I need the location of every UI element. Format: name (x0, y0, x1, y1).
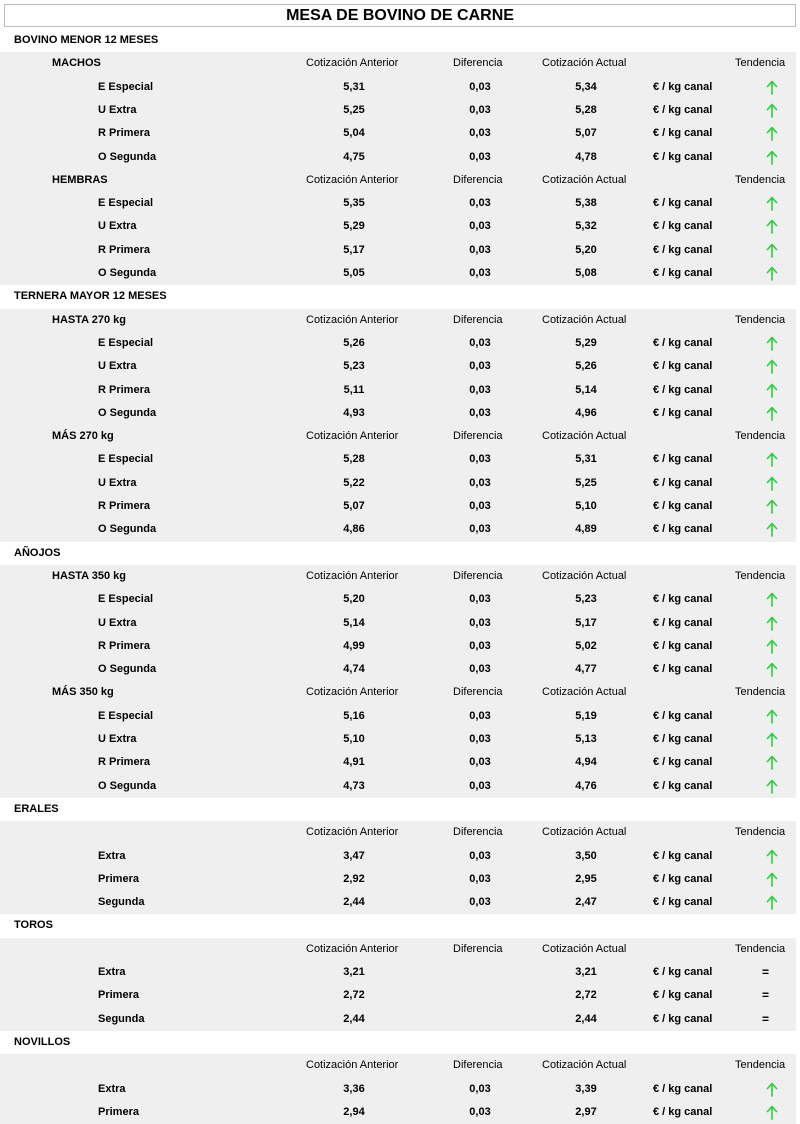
header-prev: Cotización Anterior (306, 313, 399, 326)
unit-label: € / kg canal (653, 220, 713, 233)
header-diff: Diferencia (453, 686, 503, 699)
grade-label: E Especial (98, 336, 154, 349)
table-row (0, 635, 800, 658)
column-header-row (0, 1054, 800, 1077)
unit-label: € / kg canal (653, 336, 713, 349)
prev-value: 5,10 (343, 733, 365, 745)
table-row (0, 146, 800, 169)
table-row (0, 658, 800, 681)
unit-label: € / kg canal (653, 756, 713, 769)
arrow-up-icon (762, 751, 782, 774)
curr-value: 2,44 (575, 1012, 597, 1025)
header-diff: Diferencia (453, 313, 503, 326)
unit-label: € / kg canal (653, 966, 713, 978)
diff-value: 0,03 (469, 383, 491, 396)
diff-value: 0,03 (469, 1105, 491, 1118)
diff-value: 0,03 (469, 360, 491, 373)
arrow-up-icon (762, 868, 782, 891)
prev-value: 4,73 (343, 779, 365, 792)
header-trend: Tendencia (735, 942, 786, 955)
grade-label: R Primera (98, 639, 150, 652)
table-row (0, 239, 800, 262)
curr-value: 5,13 (575, 733, 597, 745)
prev-value: 5,31 (343, 80, 365, 93)
curr-value: 5,23 (575, 593, 597, 606)
arrow-up-icon (762, 146, 782, 169)
prev-value: 5,29 (343, 220, 365, 233)
grade-label: U Extra (98, 220, 137, 233)
arrow-up-icon (762, 612, 782, 635)
header-diff: Diferencia (453, 57, 503, 70)
arrow-up-icon (762, 728, 782, 751)
grade-label: O Segunda (98, 663, 157, 676)
grade-label: U Extra (98, 360, 137, 373)
prev-value: 2,72 (343, 989, 365, 1002)
grade-label: R Primera (98, 756, 150, 769)
diff-value: 0,03 (469, 639, 491, 652)
column-header-row (0, 681, 800, 704)
grade-label: E Especial (98, 197, 154, 210)
prev-value: 3,21 (343, 966, 365, 978)
header-curr: Cotización Actual (542, 57, 627, 70)
grade-label: R Primera (98, 500, 150, 512)
unit-label: € / kg canal (653, 453, 713, 466)
unit-label: € / kg canal (653, 267, 713, 279)
unit-label: € / kg canal (653, 779, 713, 792)
table-row (0, 1078, 800, 1101)
section-heading: TOROS (14, 919, 53, 932)
header-curr: Cotización Actual (542, 942, 627, 955)
arrow-up-icon (762, 472, 782, 495)
table-row (0, 495, 800, 518)
diff-value: 0,03 (469, 756, 491, 769)
header-prev: Cotización Anterior (306, 686, 399, 699)
table-row (0, 751, 800, 774)
curr-value: 5,32 (575, 220, 597, 233)
arrow-up-icon (762, 192, 782, 215)
prev-value: 5,16 (343, 709, 365, 722)
unit-label: € / kg canal (653, 639, 713, 652)
diff-value: 0,03 (469, 336, 491, 349)
curr-value: 3,50 (575, 849, 597, 862)
grade-label: E Especial (98, 593, 154, 606)
grade-label: R Primera (98, 127, 150, 140)
curr-value: 5,38 (575, 197, 597, 210)
arrow-up-icon (762, 891, 782, 914)
diff-value: 0,03 (469, 103, 491, 116)
diff-value: 0,03 (469, 500, 491, 512)
header-diff: Diferencia (453, 942, 503, 955)
header-prev: Cotización Anterior (306, 173, 399, 186)
curr-value: 3,21 (575, 966, 597, 978)
section-heading: NOVILLOS (14, 1035, 71, 1048)
arrow-up-icon (762, 448, 782, 471)
table-row (0, 472, 800, 495)
section-heading: BOVINO MENOR 12 MESES (14, 34, 159, 46)
diff-value: 0,03 (469, 80, 491, 93)
diff-value: 0,03 (469, 709, 491, 722)
unit-label: € / kg canal (653, 360, 713, 373)
unit-label: € / kg canal (653, 1082, 713, 1095)
header-curr: Cotización Actual (542, 173, 627, 186)
curr-value: 4,76 (575, 779, 597, 792)
unit-label: € / kg canal (653, 709, 713, 722)
header-diff: Diferencia (453, 430, 503, 443)
table-row (0, 891, 800, 914)
table-row (0, 448, 800, 471)
table-row (0, 868, 800, 891)
header-curr: Cotización Actual (542, 826, 627, 839)
table-row (0, 518, 800, 541)
header-trend: Tendencia (735, 1059, 786, 1072)
diff-value: 0,03 (469, 220, 491, 233)
table-row (0, 192, 800, 215)
arrow-up-icon (762, 262, 782, 285)
header-curr: Cotización Actual (542, 430, 627, 443)
header-prev: Cotización Anterior (306, 1059, 399, 1072)
curr-value: 5,29 (575, 336, 597, 349)
grade-label: E Especial (98, 709, 154, 722)
arrow-up-icon (762, 215, 782, 238)
arrow-up-icon (762, 239, 782, 262)
table-row (0, 99, 800, 122)
header-diff: Diferencia (453, 826, 503, 839)
grade-label: O Segunda (98, 779, 157, 792)
prev-value: 5,23 (343, 360, 365, 373)
arrow-up-icon (762, 332, 782, 355)
unit-label: € / kg canal (653, 593, 713, 606)
table-row (0, 705, 800, 728)
arrow-up-icon (762, 495, 782, 518)
curr-value: 2,47 (575, 896, 597, 909)
arrow-up-icon (762, 845, 782, 868)
arrow-up-icon (762, 99, 782, 122)
arrow-up-icon (762, 122, 782, 145)
diff-value: 0,03 (469, 197, 491, 210)
grade-label: O Segunda (98, 150, 157, 163)
unit-label: € / kg canal (653, 896, 713, 909)
table-row (0, 961, 800, 984)
diff-value: 0,03 (469, 733, 491, 745)
grade-label: Extra (98, 849, 126, 862)
table-row (0, 775, 800, 798)
unit-label: € / kg canal (653, 523, 713, 536)
column-header-row (0, 938, 800, 961)
column-header-row (0, 565, 800, 588)
prev-value: 2,94 (343, 1105, 365, 1118)
curr-value: 2,95 (575, 872, 597, 885)
curr-value: 5,14 (575, 383, 597, 396)
unit-label: € / kg canal (653, 616, 713, 629)
unit-label: € / kg canal (653, 103, 713, 116)
prev-value: 5,28 (343, 453, 365, 466)
grade-label: R Primera (98, 243, 150, 256)
diff-value: 0,03 (469, 779, 491, 792)
diff-value: 0,03 (469, 406, 491, 419)
table-row (0, 122, 800, 145)
curr-value: 4,89 (575, 523, 597, 536)
header-trend: Tendencia (735, 173, 786, 186)
arrow-up-icon (762, 355, 782, 378)
table-row (0, 355, 800, 378)
grade-label: U Extra (98, 616, 137, 629)
column-header-row (0, 169, 800, 192)
curr-value: 5,31 (575, 453, 597, 466)
prev-value: 5,35 (343, 197, 365, 210)
unit-label: € / kg canal (653, 476, 713, 489)
diff-value: 0,03 (469, 896, 491, 909)
section-heading: ERALES (14, 802, 59, 815)
arrow-up-icon (762, 379, 782, 402)
table-row (0, 76, 800, 99)
header-trend: Tendencia (735, 430, 786, 443)
prev-value: 5,07 (343, 500, 365, 512)
prev-value: 2,44 (343, 896, 365, 909)
prev-value: 5,20 (343, 593, 365, 606)
header-curr: Cotización Actual (542, 569, 627, 582)
grade-label: Segunda (98, 896, 145, 909)
arrow-up-icon (762, 588, 782, 611)
section-heading: TERNERA MAYOR 12 MESES (14, 290, 167, 303)
prev-value: 4,99 (343, 639, 365, 652)
unit-label: € / kg canal (653, 383, 713, 396)
header-curr: Cotización Actual (542, 1059, 627, 1072)
header-trend: Tendencia (735, 57, 786, 70)
table-row (0, 402, 800, 425)
prev-value: 4,74 (343, 663, 365, 676)
prev-value: 5,22 (343, 476, 365, 489)
grade-label: Primera (98, 989, 139, 1002)
group-label: MÁS 270 kg (52, 430, 114, 443)
curr-value: 4,78 (575, 150, 597, 163)
group-label: HASTA 270 kg (52, 313, 126, 326)
table-row (0, 215, 800, 238)
curr-value: 4,94 (575, 756, 597, 769)
prev-value: 5,11 (343, 383, 365, 396)
table-row (0, 984, 800, 1007)
prev-value: 5,17 (343, 243, 365, 256)
arrow-up-icon (762, 1078, 782, 1101)
table-row (0, 588, 800, 611)
header-trend: Tendencia (735, 826, 786, 839)
diff-value: 0,03 (469, 872, 491, 885)
curr-value: 5,26 (575, 360, 597, 373)
header-prev: Cotización Anterior (306, 569, 399, 582)
diff-value: 0,03 (469, 150, 491, 163)
prev-value: 5,04 (343, 127, 365, 140)
grade-label: O Segunda (98, 523, 157, 536)
diff-value: 0,03 (469, 593, 491, 606)
unit-label: € / kg canal (653, 733, 713, 745)
grade-label: E Especial (98, 80, 154, 93)
diff-value: 0,03 (469, 267, 491, 279)
prev-value: 3,36 (343, 1082, 365, 1095)
column-header-row (0, 425, 800, 448)
group-label: HEMBRAS (52, 173, 108, 186)
arrow-up-icon (762, 658, 782, 681)
curr-value: 5,34 (575, 80, 597, 93)
unit-label: € / kg canal (653, 127, 713, 140)
table-row (0, 262, 800, 285)
prev-value: 2,44 (343, 1012, 365, 1025)
diff-value: 0,03 (469, 849, 491, 862)
header-trend: Tendencia (735, 686, 786, 699)
diff-value: 0,03 (469, 243, 491, 256)
unit-label: € / kg canal (653, 663, 713, 676)
curr-value: 5,25 (575, 476, 597, 489)
arrow-up-icon (762, 1101, 782, 1124)
header-trend: Tendencia (735, 569, 786, 582)
prev-value: 5,14 (343, 616, 365, 629)
unit-label: € / kg canal (653, 1105, 713, 1118)
equal-sign: = (762, 1011, 770, 1026)
header-diff: Diferencia (453, 1059, 503, 1072)
header-curr: Cotización Actual (542, 686, 627, 699)
arrow-up-icon (762, 518, 782, 541)
curr-value: 4,77 (575, 663, 597, 676)
table-row (0, 1008, 800, 1031)
header-prev: Cotización Anterior (306, 942, 399, 955)
unit-label: € / kg canal (653, 989, 713, 1002)
header-curr: Cotización Actual (542, 313, 627, 326)
diff-value: 0,03 (469, 1082, 491, 1095)
grade-label: U Extra (98, 733, 137, 745)
curr-value: 2,72 (575, 989, 597, 1002)
grade-label: U Extra (98, 103, 137, 116)
column-header-row (0, 821, 800, 844)
curr-value: 3,39 (575, 1082, 597, 1095)
unit-label: € / kg canal (653, 406, 713, 419)
prev-value: 5,26 (343, 336, 365, 349)
header-trend: Tendencia (735, 313, 786, 326)
grade-label: O Segunda (98, 267, 157, 279)
unit-label: € / kg canal (653, 872, 713, 885)
prev-value: 4,86 (343, 523, 365, 536)
curr-value: 2,97 (575, 1105, 597, 1118)
diff-value: 0,03 (469, 476, 491, 489)
group-label: MACHOS (52, 57, 101, 70)
grade-label: O Segunda (98, 406, 157, 419)
curr-value: 5,28 (575, 103, 597, 116)
grade-label: R Primera (98, 383, 150, 396)
curr-value: 5,08 (575, 267, 597, 279)
grade-label: Primera (98, 1105, 139, 1118)
group-label: MÁS 350 kg (52, 686, 114, 699)
header-prev: Cotización Anterior (306, 430, 399, 443)
diff-value: 0,03 (469, 523, 491, 536)
curr-value: 4,96 (575, 406, 597, 419)
column-header-row (0, 52, 800, 75)
prev-value: 4,91 (343, 756, 365, 769)
section-heading: AÑOJOS (14, 546, 61, 559)
unit-label: € / kg canal (653, 849, 713, 862)
unit-label: € / kg canal (653, 500, 713, 512)
diff-value: 0,03 (469, 127, 491, 140)
header-diff: Diferencia (453, 173, 503, 186)
diff-value: 0,03 (469, 453, 491, 466)
unit-label: € / kg canal (653, 150, 713, 163)
grade-label: Segunda (98, 1012, 145, 1025)
grade-label: E Especial (98, 453, 154, 466)
grade-label: Primera (98, 872, 139, 885)
unit-label: € / kg canal (653, 80, 713, 93)
grade-label: Extra (98, 966, 126, 978)
prev-value: 4,93 (343, 406, 365, 419)
arrow-up-icon (762, 635, 782, 658)
prev-value: 4,75 (343, 150, 365, 163)
column-header-row (0, 309, 800, 332)
equal-sign: = (762, 965, 770, 979)
prev-value: 5,25 (343, 103, 365, 116)
grade-label: Extra (98, 1082, 126, 1095)
table-row (0, 332, 800, 355)
arrow-up-icon (762, 402, 782, 425)
arrow-up-icon (762, 705, 782, 728)
prev-value: 3,47 (343, 849, 365, 862)
curr-value: 5,19 (575, 709, 597, 722)
diff-value: 0,03 (469, 663, 491, 676)
grade-label: U Extra (98, 476, 137, 489)
header-prev: Cotización Anterior (306, 57, 399, 70)
table-row (0, 379, 800, 402)
page-title: MESA DE BOVINO DE CARNE (4, 4, 796, 27)
diff-value: 0,03 (469, 616, 491, 629)
curr-value: 5,02 (575, 639, 597, 652)
curr-value: 5,10 (575, 500, 597, 512)
table-row (0, 612, 800, 635)
arrow-up-icon (762, 76, 782, 99)
table-row (0, 728, 800, 751)
curr-value: 5,20 (575, 243, 597, 256)
curr-value: 5,17 (575, 616, 597, 629)
header-prev: Cotización Anterior (306, 826, 399, 839)
curr-value: 5,07 (575, 127, 597, 140)
equal-sign: = (762, 988, 770, 1003)
prev-value: 2,92 (343, 872, 365, 885)
unit-label: € / kg canal (653, 1012, 713, 1025)
prev-value: 5,05 (343, 267, 365, 279)
header-diff: Diferencia (453, 569, 503, 582)
table-row (0, 845, 800, 868)
group-label: HASTA 350 kg (52, 569, 126, 582)
unit-label: € / kg canal (653, 197, 713, 210)
unit-label: € / kg canal (653, 243, 713, 256)
arrow-up-icon (762, 775, 782, 798)
